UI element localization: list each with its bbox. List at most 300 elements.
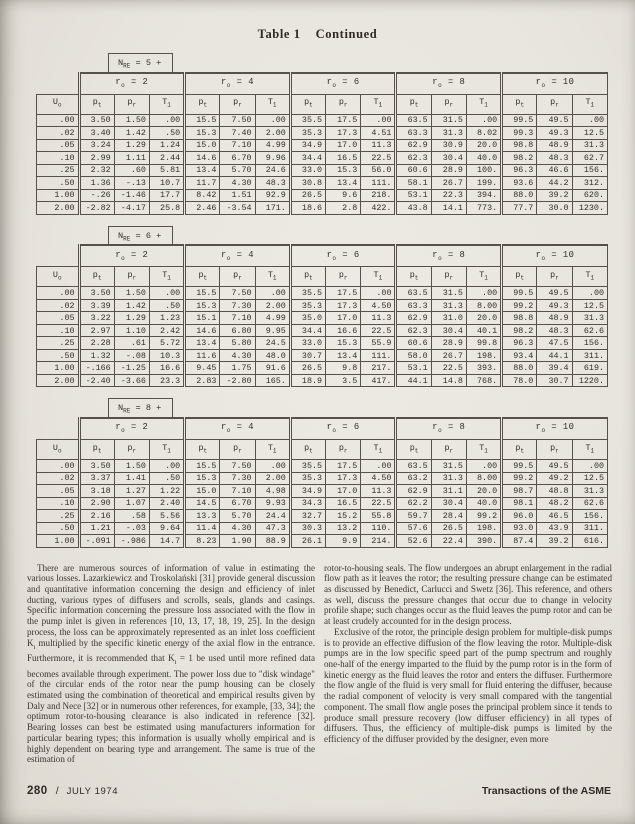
table-cell: 47.5 [537,337,572,350]
table-cell: 393. [466,362,501,375]
table-cell: 49.3 [537,127,572,140]
col-header: $p_t$ [290,440,325,460]
table-cell: 3.39 [79,299,114,312]
table-cell: 7.30 [220,472,255,485]
table-cell: 92.9 [255,189,290,202]
table-cell: 63.5 [396,287,431,300]
group-header: $r_o = 4$ [185,73,291,95]
table-cell: 7.50 [220,114,255,127]
row-label: 1.00 [37,189,80,202]
table-cell: 39.2 [537,189,572,202]
group-header: $r_o = 6$ [290,418,396,440]
table-cell: 63.3 [396,299,431,312]
table-cell: 88.0 [502,189,537,202]
table-cell: 1.36 [79,177,114,190]
table-cell: 20.0 [466,485,501,498]
table-cell: 6.80 [220,324,255,337]
table-cell: 93.6 [502,177,537,190]
col-header: $p_r$ [431,440,466,460]
table-cell: 46.6 [537,164,572,177]
table-cell: 34.4 [290,324,325,337]
table-cell: 26.1 [290,535,325,548]
table-cell: 15.2 [326,510,361,523]
table-cell: 1.51 [220,189,255,202]
table-cell: 4.30 [220,177,255,190]
table-cell: 15.3 [185,472,220,485]
table-cell: 62.9 [396,485,431,498]
row-label: .50 [37,522,80,535]
table-cell: 13.3 [185,510,220,523]
table-cell: 24.5 [255,337,290,350]
group-header: $r_o = 10$ [502,73,608,95]
table-cell: -.091 [79,535,114,548]
table-cell: 4.99 [255,312,290,325]
table-cell: 4.99 [255,139,290,152]
table-cell: 5.56 [149,510,184,523]
row-label: .10 [37,152,80,165]
table-cell: 5.70 [220,510,255,523]
table-cell: 11.3 [361,312,396,325]
table-cell: 58.0 [396,349,431,362]
table-cell: 98.7 [502,485,537,498]
col-header: $T_1$ [149,267,184,287]
table-cell: 48.3 [537,152,572,165]
table-cell: 11.7 [185,177,220,190]
table-cell: 48.9 [537,312,572,325]
table-cell: 16.5 [326,497,361,510]
paragraph: There are numerous sources of information of value in estimating the various losses. Lazarkiewicz and Troskolański [31] provide general discussion and quantitative information concerning the design and efficiency of inlet ducting, various types of diffusers and scrolls, seals, glands and casings. Specific information concerning the pressure loss associated with the flow in the pump inlet is given in references [10, 13, 17, 18, 19, 25]. In the design process, the loss can be approximately represented as an inlet loss coefficient $K_i$ multiplied by the specific kinetic energy of the axial flow in the entrance. Furthermore, it is recommended that $K_i = 1$ be used until more refined data becomes available through experiment. The power loss due to "disk windage" of the circular ends of the rotor near the pump housing can be closely estimated using the combination of theoretical and empirical results given by Daly and Nece [32] or in numerous other references, for example, [33, 34]; the optimum rotor-to-housing clearance is also indicated in reference [32]. Bearing losses can best be estimated using manufacturers information for particular bearing types; this information is usually wholly empirical and is highly dependent on bearing type and arrangement. The same is true of the estimation of [27,562,315,765]
table-cell: 18.6 [290,202,325,215]
table-cell: -.13 [114,177,149,190]
table-cell: 31.3 [572,312,607,325]
col-header: $p_r$ [114,440,149,460]
table-cell: 17.5 [326,287,361,300]
table-cell: 22.4 [431,535,466,548]
table-cell: 63.5 [396,114,431,127]
table-cell: 7.50 [220,460,255,473]
row-label: .05 [37,312,80,325]
table-cell: 198. [466,349,501,362]
table-cell: 32.7 [290,510,325,523]
table-cell: 7.10 [220,312,255,325]
table-cell: 156. [572,164,607,177]
table-cell: 214. [361,535,396,548]
table-cell: 3.22 [79,312,114,325]
group-header: $r_o = 4$ [185,418,291,440]
col-header: $T_1$ [572,94,607,114]
table-cell: .00 [149,460,184,473]
table-cell: 78.0 [502,374,537,387]
body-column-left [27,563,315,765]
col-header: $T_1$ [361,94,396,114]
table-cell: 17.0 [326,139,361,152]
row-label: 1.00 [37,362,80,375]
table-cell: 5.72 [149,337,184,350]
table-cell: 30.4 [431,324,466,337]
table-cell: 59.7 [396,510,431,523]
table-cell: 4.30 [220,349,255,362]
table-cell: -.986 [114,535,149,548]
row-label: .05 [37,139,80,152]
table-cell: 768. [466,374,501,387]
table-cell: 25.8 [149,202,184,215]
table-cell: 52.6 [396,535,431,548]
table-cell: 98.8 [502,312,537,325]
table-cell: 43.9 [537,522,572,535]
table-cell: 35.5 [290,287,325,300]
col-header: $T_1$ [149,440,184,460]
table-cell: 35.5 [290,460,325,473]
table-cell: 9.96 [255,152,290,165]
table-cell: 43.8 [396,202,431,215]
table-cell: 31.3 [572,485,607,498]
table-cell: -.26 [79,189,114,202]
table-cell: 15.5 [185,287,220,300]
row-label: .05 [37,485,80,498]
table-cell: 22.5 [361,152,396,165]
col-header: $p_r$ [114,94,149,114]
table-cell: 9.9 [326,535,361,548]
table-cell: 3.37 [79,472,114,485]
table-cell: 31.5 [431,114,466,127]
journal-name: Transactions of the ASME [481,785,611,797]
table-cell: 156. [572,510,607,523]
table-cell: 2.00 [255,127,290,140]
table-cell: 17.7 [149,189,184,202]
table-cell: 99.8 [466,337,501,350]
table-cell: 40.1 [466,324,501,337]
table-cell: 8.42 [185,189,220,202]
table-cell: 6.70 [220,152,255,165]
page-number: 280 [27,785,48,797]
table-cell: 34.3 [290,497,325,510]
table-cell: 98.8 [502,139,537,152]
table-cell: 15.1 [185,312,220,325]
table-cell: 1.22 [149,485,184,498]
col-header: $p_t$ [396,94,431,114]
col-header: $p_r$ [114,267,149,287]
table-cell: 8.23 [185,535,220,548]
table-cell: 39.2 [537,535,572,548]
table-cell: 13.2 [326,522,361,535]
col-header: $p_t$ [502,440,537,460]
col-header: $p_t$ [396,267,431,287]
nre-tab [108,398,173,419]
table-cell: 15.0 [185,485,220,498]
table-cell: 14.6 [185,324,220,337]
col-header: $T_1$ [255,267,290,287]
table-cell: 26.7 [431,177,466,190]
table-cell: 2.46 [185,202,220,215]
table-cell: 2.44 [149,152,184,165]
table-cell: 15.3 [326,337,361,350]
table-cell: 31.3 [431,299,466,312]
col-header: $p_r$ [431,267,466,287]
table-cell: 63.5 [396,460,431,473]
table-cell: 12.5 [572,127,607,140]
table-cell: 2.16 [79,510,114,523]
col-header: $T_1$ [466,94,501,114]
table-cell: 15.3 [326,164,361,177]
col-header: $p_r$ [431,94,466,114]
table-cell: 394. [466,189,501,202]
col-header: $T_1$ [572,267,607,287]
table-cell: 22.5 [431,362,466,375]
table-cell: 17.3 [326,472,361,485]
table-cell: 39.4 [537,362,572,375]
table-cell: 96.3 [502,164,537,177]
table-cell: .00 [361,287,396,300]
table-cell: 1.27 [114,485,149,498]
table-cell: 14.1 [431,202,466,215]
col-header: $p_r$ [537,94,572,114]
paragraph: Exclusive of the rotor, the principle design problem for multiple-disk pumps is to provide an effective diffusion of the flow leaving the rotor. Multiple-disk pumps are in the low specific speed part of the pump spectrum and roughly one-half of the energy imparted to the fluid by the pump rotor is in the form of kinetic energy as the fluid leaves the rotor and enters the diffuser. Furthermore the flow angle of the fluid is very small for fluid entering the diffuser, because the radial component of velocity is very small compared with the tangential component. The small flow angle poses the principal problem since it tends to produce small pressure recovery (low diffuser efficiency) in all types of diffusers. Thus, the efficiency of multiple-disk pumps is limited by the efficiency of the diffuser provided by the designer, even more [324,626,612,744]
table-cell: 28.9 [431,337,466,350]
table-cell: 1.24 [149,139,184,152]
table-cell: 30.3 [290,522,325,535]
table-cell: .00 [149,114,184,127]
table-cell: 2.42 [149,324,184,337]
row-label: .25 [37,164,80,177]
group-header: $r_o = 10$ [502,418,608,440]
table-cell: 56.0 [361,164,396,177]
table-cell: 62.3 [396,152,431,165]
table-cell: 3.18 [79,485,114,498]
col-header: $T_1$ [572,440,607,460]
table-cell: 49.5 [537,287,572,300]
table-cell: 31.3 [572,139,607,152]
table-cell: 28.4 [431,510,466,523]
body-text [27,563,612,765]
table-cell: 15.5 [185,114,220,127]
row-label: .25 [37,337,80,350]
table-cell: 6.70 [220,497,255,510]
table-cell: .50 [149,299,184,312]
row-label: .50 [37,177,80,190]
page-title [0,0,635,42]
group-header: $r_o = 2$ [79,418,185,440]
col-header: $T_1$ [149,94,184,114]
col-header: $T_1$ [466,267,501,287]
nre-tab [108,53,173,74]
table-cell: .60 [114,164,149,177]
table-cell: 1.21 [79,522,114,535]
table-cell: 9.8 [326,362,361,375]
table-cell: 2.40 [149,497,184,510]
table-cell: 98.1 [502,497,537,510]
table-cell: 311. [572,522,607,535]
table-cell: 12.5 [572,472,607,485]
table-cell: 773. [466,202,501,215]
table-cell: 7.10 [220,485,255,498]
corner-spacer [37,73,80,95]
table-cell: 44.1 [396,374,431,387]
col-header: $p_t$ [79,94,114,114]
table-cell: 2.8 [326,202,361,215]
table-cell: 26.7 [431,349,466,362]
table-cell: 111. [361,349,396,362]
col-header: $p_r$ [220,267,255,287]
table-cell: .58 [114,510,149,523]
table-cell: 40.0 [466,497,501,510]
table-cell: 2.28 [79,337,114,350]
table-cell: 5.81 [149,164,184,177]
table-cell: 2.00 [255,472,290,485]
table-cell: 31.5 [431,460,466,473]
table-cell: 417. [361,374,396,387]
table-cell: 28.9 [431,164,466,177]
table-cell: 1.50 [114,114,149,127]
table-cell: 58.1 [396,177,431,190]
table-cell: -.03 [114,522,149,535]
table-cell: 7.40 [220,127,255,140]
table-cell: 17.0 [326,312,361,325]
table-cell: 7.50 [220,287,255,300]
col-header: $T_1$ [255,440,290,460]
table-cell: 98.2 [502,152,537,165]
table-cell: 2.00 [255,299,290,312]
table-cell: 1230. [572,202,607,215]
group-header: $r_o = 8$ [396,73,502,95]
table-cell: 165. [255,374,290,387]
table-cell: 22.3 [431,189,466,202]
table-cell: 1.50 [114,460,149,473]
table-cell: 40.0 [466,152,501,165]
table-cell: -1.46 [114,189,149,202]
col-header: $p_r$ [537,440,572,460]
row-label: .02 [37,127,80,140]
table-cell: -1.25 [114,362,149,375]
table-cell: 619. [572,362,607,375]
table-cell: 30.7 [290,349,325,362]
table-cell: 12.5 [572,299,607,312]
row-label: 2.00 [37,202,80,215]
table-cell: 5.70 [220,164,255,177]
table-cell: 99.3 [502,127,537,140]
table-block-nre-8 [36,397,635,547]
table-cell: 63.2 [396,472,431,485]
col-header: $p_t$ [79,267,114,287]
table-cell: 2.32 [79,164,114,177]
table-cell: 23.3 [149,374,184,387]
table-cell: 198. [466,522,501,535]
table-cell: 4.98 [255,485,290,498]
table-cell: -2.40 [79,374,114,387]
table-cell: 15.5 [185,460,220,473]
table-cell: 31.0 [431,312,466,325]
table-block-nre-5 [36,52,635,215]
uo-column-header: $U_o$ [37,94,80,114]
table-cell: 16.5 [326,152,361,165]
table-cell: 1.29 [114,312,149,325]
table-cell: 46.5 [537,510,572,523]
row-label: .02 [37,472,80,485]
col-header: $p_t$ [396,440,431,460]
group-header: $r_o = 2$ [79,245,185,267]
table-cell: 31.5 [431,287,466,300]
table-cell: 35.5 [290,114,325,127]
table-cell: 30.7 [537,374,572,387]
table-cell: .00 [466,460,501,473]
table-cell: 8.00 [466,299,501,312]
table-cell: 217. [361,362,396,375]
table-cell: 33.0 [290,337,325,350]
table-cell: 31.3 [431,472,466,485]
table-cell: .61 [114,337,149,350]
table-cell: 1.10 [114,324,149,337]
table-cell: 34.9 [290,485,325,498]
table-cell: 48.8 [537,485,572,498]
group-header: $r_o = 4$ [185,245,291,267]
table-cell: -4.17 [114,202,149,215]
table-cell: 62.6 [572,324,607,337]
table-cell: 10.7 [149,177,184,190]
col-header: $p_t$ [502,267,537,287]
table-cell: .00 [572,460,607,473]
col-header: $p_r$ [326,94,361,114]
table-cell: 10.3 [149,349,184,362]
table-cell: 15.3 [185,299,220,312]
col-header: $p_t$ [502,94,537,114]
table-cell: 30.4 [431,497,466,510]
table-cell: 156. [572,337,607,350]
table-cell: 3.40 [79,127,114,140]
table-cell: 11.4 [185,522,220,535]
table-cell: 4.51 [361,127,396,140]
nre-tab [108,226,173,247]
nre-tab-label: $N_{RE} = 8$ + [118,403,162,416]
table-cell: 22.5 [361,324,396,337]
col-header: $p_r$ [220,94,255,114]
table-cell: 15.3 [185,127,220,140]
uo-column-header: $U_o$ [37,440,80,460]
col-header: $p_r$ [326,440,361,460]
col-header: $p_t$ [290,94,325,114]
table-cell: 100. [466,164,501,177]
data-table-nre-6 [36,244,608,387]
table-cell: 2.83 [185,374,220,387]
row-label: 1.00 [37,535,80,548]
table-cell: 11.3 [361,139,396,152]
table-cell: 48.0 [255,349,290,362]
col-header: $p_t$ [79,440,114,460]
table-cell: 1.75 [220,362,255,375]
table-cell: 9.93 [255,497,290,510]
group-header: $r_o = 10$ [502,245,608,267]
table-cell: 48.2 [537,497,572,510]
table-cell: 16.6 [149,362,184,375]
table-cell: 99.2 [466,510,501,523]
group-header: $r_o = 2$ [79,73,185,95]
page-footer [27,785,611,797]
table-cell: 1.50 [114,287,149,300]
footer-separator: / [55,785,59,797]
table-cell: 13.4 [326,177,361,190]
table-cell: 9.95 [255,324,290,337]
table-cell: 15.0 [185,139,220,152]
table-cell: 62.7 [572,152,607,165]
table-cell: 17.5 [326,114,361,127]
row-label: .00 [37,114,80,127]
table-cell: 31.1 [431,485,466,498]
col-header: $p_t$ [185,267,220,287]
table-cell: 17.0 [326,485,361,498]
table-cell: 93.4 [502,349,537,362]
table-cell: 26.5 [290,189,325,202]
table-cell: 44.2 [537,177,572,190]
table-cell: 33.0 [290,164,325,177]
table-cell: .00 [361,460,396,473]
